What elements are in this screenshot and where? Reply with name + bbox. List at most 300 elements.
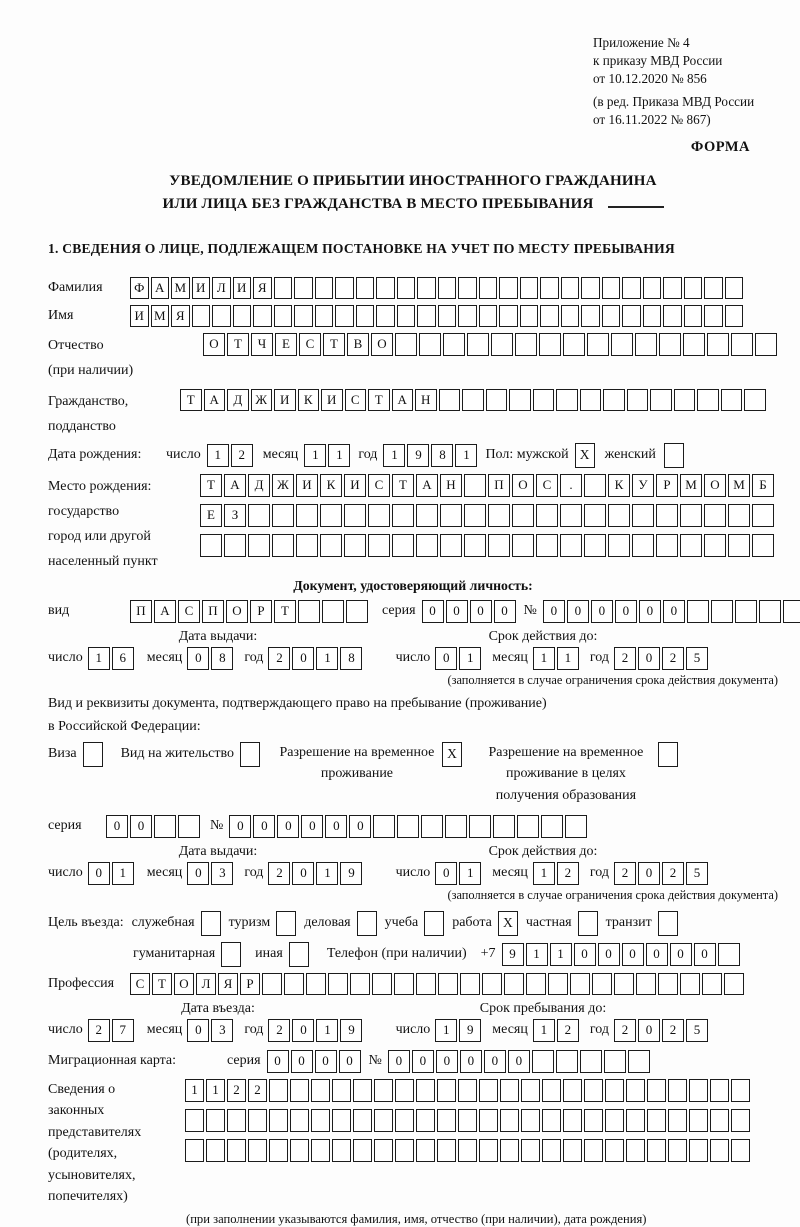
char-box[interactable]: Р — [250, 600, 272, 623]
char-box[interactable]: 9 — [407, 444, 429, 467]
char-box[interactable] — [647, 1109, 666, 1132]
char-box[interactable] — [493, 815, 515, 838]
char-box[interactable] — [311, 1079, 330, 1102]
char-box[interactable] — [272, 534, 294, 557]
char-box[interactable] — [504, 973, 524, 995]
char-box[interactable]: М — [728, 474, 750, 497]
char-box[interactable] — [659, 333, 681, 356]
char-box[interactable] — [212, 305, 231, 327]
char-box[interactable]: К — [298, 389, 320, 411]
char-box[interactable] — [178, 815, 200, 838]
char-box[interactable] — [680, 973, 700, 995]
char-box[interactable]: 0 — [267, 1050, 289, 1073]
char-box[interactable] — [512, 504, 534, 527]
char-box[interactable]: 0 — [435, 647, 457, 670]
char-box[interactable]: Д — [227, 389, 249, 411]
char-box[interactable] — [395, 1139, 414, 1162]
char-box[interactable] — [563, 333, 585, 356]
permit-valid-year-boxes[interactable] — [614, 862, 708, 885]
char-box[interactable] — [458, 1109, 477, 1132]
char-box[interactable] — [697, 389, 719, 411]
char-box[interactable] — [479, 1139, 498, 1162]
char-box[interactable]: 0 — [598, 943, 620, 966]
char-box[interactable] — [636, 973, 656, 995]
profession-boxes[interactable] — [130, 973, 744, 995]
char-box[interactable]: X — [575, 443, 595, 468]
char-box[interactable]: 0 — [349, 815, 371, 838]
char-box[interactable] — [517, 815, 539, 838]
char-box[interactable] — [482, 973, 502, 995]
char-box[interactable] — [656, 534, 678, 557]
char-box[interactable] — [353, 1139, 372, 1162]
char-box[interactable]: Т — [323, 333, 345, 356]
char-box[interactable]: 0 — [446, 600, 468, 623]
char-box[interactable] — [520, 277, 539, 299]
char-box[interactable]: 1 — [328, 444, 350, 467]
char-box[interactable] — [464, 534, 486, 557]
char-box[interactable]: 0 — [615, 600, 637, 623]
representatives-row3[interactable] — [185, 1139, 750, 1162]
char-box[interactable]: 0 — [412, 1050, 434, 1073]
char-box[interactable]: 0 — [484, 1050, 506, 1073]
representatives-row2[interactable] — [185, 1109, 750, 1132]
char-box[interactable] — [224, 534, 246, 557]
char-box[interactable]: 1 — [459, 862, 481, 885]
char-box[interactable]: 1 — [206, 1079, 225, 1102]
doc-issue-day-boxes[interactable] — [88, 647, 134, 670]
char-box[interactable] — [603, 389, 625, 411]
sex-female-checkbox[interactable] — [664, 443, 684, 468]
char-box[interactable]: К — [608, 474, 630, 497]
char-box[interactable] — [298, 600, 320, 623]
char-box[interactable]: 0 — [670, 943, 692, 966]
char-box[interactable] — [458, 1139, 477, 1162]
char-box[interactable]: 0 — [435, 862, 457, 885]
char-box[interactable] — [421, 815, 443, 838]
char-box[interactable]: 0 — [187, 647, 209, 670]
char-box[interactable] — [721, 389, 743, 411]
char-box[interactable] — [622, 305, 641, 327]
char-box[interactable] — [269, 1079, 288, 1102]
char-box[interactable] — [643, 277, 662, 299]
char-box[interactable] — [437, 1139, 456, 1162]
char-box[interactable] — [500, 1139, 519, 1162]
char-box[interactable] — [294, 277, 313, 299]
char-box[interactable]: 0 — [187, 1019, 209, 1042]
char-box[interactable] — [580, 389, 602, 411]
char-box[interactable]: О — [226, 600, 248, 623]
char-box[interactable]: 0 — [460, 1050, 482, 1073]
char-box[interactable] — [515, 333, 537, 356]
char-box[interactable] — [626, 1139, 645, 1162]
char-box[interactable] — [290, 1079, 309, 1102]
char-box[interactable] — [605, 1079, 624, 1102]
char-box[interactable]: 5 — [686, 862, 708, 885]
char-box[interactable] — [702, 973, 722, 995]
char-box[interactable] — [356, 305, 375, 327]
char-box[interactable] — [584, 1079, 603, 1102]
char-box[interactable]: 0 — [325, 815, 347, 838]
char-box[interactable]: 0 — [646, 943, 668, 966]
char-box[interactable] — [668, 1079, 687, 1102]
char-box[interactable] — [704, 277, 723, 299]
char-box[interactable] — [656, 504, 678, 527]
char-box[interactable]: 6 — [112, 647, 134, 670]
char-box[interactable] — [684, 277, 703, 299]
char-box[interactable] — [320, 534, 342, 557]
char-box[interactable]: 2 — [662, 1019, 684, 1042]
char-box[interactable] — [322, 600, 344, 623]
char-box[interactable]: А — [224, 474, 246, 497]
char-box[interactable] — [368, 534, 390, 557]
char-box[interactable]: 0 — [130, 815, 152, 838]
char-box[interactable]: 0 — [339, 1050, 361, 1073]
char-box[interactable] — [395, 333, 417, 356]
char-box[interactable]: Л — [196, 973, 216, 995]
purpose-business-checkbox[interactable] — [357, 911, 377, 936]
char-box[interactable]: И — [344, 474, 366, 497]
char-box[interactable] — [626, 1079, 645, 1102]
birth-place-row1[interactable] — [200, 474, 774, 497]
char-box[interactable] — [206, 1139, 225, 1162]
char-box[interactable] — [417, 277, 436, 299]
char-box[interactable] — [253, 305, 272, 327]
char-box[interactable]: 8 — [340, 647, 362, 670]
char-box[interactable] — [499, 305, 518, 327]
char-box[interactable] — [626, 1109, 645, 1132]
purpose-tourism-checkbox[interactable] — [276, 911, 296, 936]
char-box[interactable]: 0 — [639, 600, 661, 623]
char-box[interactable] — [548, 973, 568, 995]
char-box[interactable]: В — [347, 333, 369, 356]
patronymic-boxes[interactable] — [203, 333, 777, 356]
char-box[interactable]: 1 — [533, 647, 555, 670]
char-box[interactable] — [561, 277, 580, 299]
char-box[interactable] — [276, 911, 296, 936]
char-box[interactable] — [707, 333, 729, 356]
char-box[interactable]: Т — [368, 389, 390, 411]
char-box[interactable] — [500, 1109, 519, 1132]
char-box[interactable]: 3 — [211, 1019, 233, 1042]
char-box[interactable] — [357, 911, 377, 936]
char-box[interactable]: 1 — [316, 647, 338, 670]
char-box[interactable] — [416, 504, 438, 527]
char-box[interactable] — [578, 911, 598, 936]
char-box[interactable] — [628, 1050, 650, 1073]
char-box[interactable] — [464, 474, 486, 497]
purpose-study-checkbox[interactable] — [424, 911, 444, 936]
char-box[interactable]: 0 — [470, 600, 492, 623]
char-box[interactable]: 2 — [614, 862, 636, 885]
char-box[interactable] — [643, 305, 662, 327]
char-box[interactable] — [731, 1109, 750, 1132]
char-box[interactable] — [416, 1079, 435, 1102]
char-box[interactable] — [417, 305, 436, 327]
char-box[interactable] — [269, 1109, 288, 1132]
char-box[interactable] — [284, 973, 304, 995]
char-box[interactable] — [311, 1109, 330, 1132]
char-box[interactable] — [437, 1079, 456, 1102]
char-box[interactable] — [658, 973, 678, 995]
char-box[interactable]: 9 — [340, 1019, 362, 1042]
char-box[interactable]: 0 — [291, 1050, 313, 1073]
char-box[interactable]: 2 — [557, 862, 579, 885]
char-box[interactable] — [397, 815, 419, 838]
migcard-series-boxes[interactable] — [267, 1050, 361, 1073]
char-box[interactable]: К — [320, 474, 342, 497]
char-box[interactable] — [731, 333, 753, 356]
representatives-row1[interactable] — [185, 1079, 750, 1102]
char-box[interactable]: Н — [440, 474, 462, 497]
char-box[interactable] — [248, 1139, 267, 1162]
char-box[interactable]: М — [680, 474, 702, 497]
char-box[interactable] — [584, 474, 606, 497]
char-box[interactable] — [632, 534, 654, 557]
char-box[interactable] — [437, 1109, 456, 1132]
char-box[interactable]: А — [204, 389, 226, 411]
char-box[interactable] — [368, 504, 390, 527]
char-box[interactable] — [664, 443, 684, 468]
char-box[interactable] — [755, 333, 777, 356]
char-box[interactable] — [416, 1109, 435, 1132]
char-box[interactable] — [392, 534, 414, 557]
char-box[interactable]: О — [704, 474, 726, 497]
doc-number-boxes[interactable] — [543, 600, 800, 623]
char-box[interactable] — [240, 742, 260, 767]
char-box[interactable] — [556, 389, 578, 411]
char-box[interactable] — [416, 534, 438, 557]
purpose-official-checkbox[interactable] — [201, 911, 221, 936]
char-box[interactable] — [344, 504, 366, 527]
char-box[interactable] — [424, 911, 444, 936]
char-box[interactable]: 0 — [187, 862, 209, 885]
char-box[interactable] — [227, 1109, 246, 1132]
char-box[interactable] — [306, 973, 326, 995]
char-box[interactable] — [445, 815, 467, 838]
char-box[interactable]: 1 — [435, 1019, 457, 1042]
char-box[interactable] — [724, 973, 744, 995]
char-box[interactable] — [752, 534, 774, 557]
char-box[interactable]: Т — [392, 474, 414, 497]
char-box[interactable] — [704, 504, 726, 527]
char-box[interactable]: 1 — [185, 1079, 204, 1102]
char-box[interactable]: Т — [227, 333, 249, 356]
char-box[interactable]: 0 — [436, 1050, 458, 1073]
char-box[interactable] — [491, 333, 513, 356]
char-box[interactable] — [512, 534, 534, 557]
char-box[interactable] — [438, 305, 457, 327]
char-box[interactable] — [584, 1109, 603, 1132]
char-box[interactable] — [440, 534, 462, 557]
char-box[interactable] — [542, 1079, 561, 1102]
char-box[interactable] — [201, 911, 221, 936]
char-box[interactable] — [479, 305, 498, 327]
char-box[interactable] — [604, 1050, 626, 1073]
char-box[interactable]: О — [371, 333, 393, 356]
char-box[interactable]: 0 — [422, 600, 444, 623]
doc-valid-month-boxes[interactable] — [533, 647, 579, 670]
char-box[interactable]: С — [345, 389, 367, 411]
char-box[interactable] — [725, 277, 744, 299]
char-box[interactable]: 1 — [459, 647, 481, 670]
char-box[interactable] — [395, 1109, 414, 1132]
char-box[interactable] — [262, 973, 282, 995]
char-box[interactable] — [608, 504, 630, 527]
birth-day-boxes[interactable] — [207, 444, 253, 467]
char-box[interactable]: У — [632, 474, 654, 497]
char-box[interactable] — [684, 305, 703, 327]
char-box[interactable] — [674, 389, 696, 411]
char-box[interactable] — [744, 389, 766, 411]
char-box[interactable] — [439, 389, 461, 411]
char-box[interactable] — [584, 534, 606, 557]
char-box[interactable] — [296, 504, 318, 527]
char-box[interactable]: X — [498, 911, 518, 936]
char-box[interactable] — [563, 1139, 582, 1162]
char-box[interactable]: 1 — [304, 444, 326, 467]
char-box[interactable] — [335, 277, 354, 299]
char-box[interactable]: М — [151, 305, 170, 327]
char-box[interactable] — [353, 1079, 372, 1102]
char-box[interactable] — [290, 1109, 309, 1132]
char-box[interactable]: 1 — [557, 647, 579, 670]
char-box[interactable] — [608, 534, 630, 557]
char-box[interactable] — [520, 305, 539, 327]
char-box[interactable] — [509, 389, 531, 411]
char-box[interactable] — [783, 600, 800, 623]
char-box[interactable] — [680, 504, 702, 527]
permit-issue-month-boxes[interactable] — [187, 862, 233, 885]
char-box[interactable] — [581, 305, 600, 327]
char-box[interactable] — [458, 1079, 477, 1102]
char-box[interactable] — [419, 333, 441, 356]
char-box[interactable]: 0 — [292, 1019, 314, 1042]
char-box[interactable] — [627, 389, 649, 411]
char-box[interactable]: П — [488, 474, 510, 497]
char-box[interactable] — [469, 815, 491, 838]
char-box[interactable] — [602, 277, 621, 299]
char-box[interactable]: 2 — [614, 1019, 636, 1042]
char-box[interactable] — [315, 305, 334, 327]
doc-valid-day-boxes[interactable] — [435, 647, 481, 670]
doc-issue-month-boxes[interactable] — [187, 647, 233, 670]
char-box[interactable] — [500, 1079, 519, 1102]
char-box[interactable] — [668, 1139, 687, 1162]
char-box[interactable] — [539, 333, 561, 356]
char-box[interactable]: 0 — [638, 647, 660, 670]
char-box[interactable]: . — [560, 474, 582, 497]
char-box[interactable] — [227, 1139, 246, 1162]
char-box[interactable]: 0 — [88, 862, 110, 885]
char-box[interactable] — [611, 333, 633, 356]
char-box[interactable] — [584, 1139, 603, 1162]
char-box[interactable]: 0 — [301, 815, 323, 838]
char-box[interactable] — [542, 1139, 561, 1162]
char-box[interactable] — [353, 1109, 372, 1132]
char-box[interactable] — [650, 389, 672, 411]
char-box[interactable]: 2 — [268, 1019, 290, 1042]
char-box[interactable] — [536, 504, 558, 527]
char-box[interactable] — [374, 1079, 393, 1102]
char-box[interactable]: Р — [656, 474, 678, 497]
char-box[interactable]: Я — [171, 305, 190, 327]
char-box[interactable]: Р — [240, 973, 260, 995]
char-box[interactable] — [346, 600, 368, 623]
char-box[interactable] — [663, 305, 682, 327]
char-box[interactable] — [718, 943, 740, 966]
char-box[interactable]: 0 — [567, 600, 589, 623]
char-box[interactable]: 1 — [455, 444, 477, 467]
char-box[interactable] — [248, 504, 270, 527]
char-box[interactable]: 0 — [253, 815, 275, 838]
char-box[interactable] — [464, 504, 486, 527]
char-box[interactable] — [499, 277, 518, 299]
char-box[interactable] — [561, 305, 580, 327]
char-box[interactable]: М — [171, 277, 190, 299]
char-box[interactable] — [731, 1079, 750, 1102]
char-box[interactable] — [335, 305, 354, 327]
char-box[interactable]: Ж — [251, 389, 273, 411]
char-box[interactable]: Т — [200, 474, 222, 497]
char-box[interactable] — [725, 305, 744, 327]
char-box[interactable] — [233, 305, 252, 327]
char-box[interactable]: 2 — [88, 1019, 110, 1042]
char-box[interactable]: 9 — [502, 943, 524, 966]
char-box[interactable]: Ж — [272, 474, 294, 497]
char-box[interactable]: 0 — [622, 943, 644, 966]
char-box[interactable] — [658, 742, 678, 767]
char-box[interactable]: А — [392, 389, 414, 411]
purpose-humanitarian-checkbox[interactable] — [221, 942, 241, 967]
char-box[interactable] — [373, 815, 395, 838]
char-box[interactable]: 2 — [557, 1019, 579, 1042]
char-box[interactable]: О — [512, 474, 534, 497]
char-box[interactable] — [248, 1109, 267, 1132]
char-box[interactable] — [689, 1079, 708, 1102]
char-box[interactable] — [488, 504, 510, 527]
char-box[interactable]: С — [178, 600, 200, 623]
char-box[interactable] — [632, 504, 654, 527]
temp-permit-checkbox[interactable] — [442, 742, 462, 767]
char-box[interactable] — [397, 305, 416, 327]
purpose-transit-checkbox[interactable] — [658, 911, 678, 936]
char-box[interactable] — [689, 1139, 708, 1162]
char-box[interactable] — [735, 600, 757, 623]
char-box[interactable] — [154, 815, 176, 838]
char-box[interactable] — [395, 1079, 414, 1102]
char-box[interactable] — [272, 504, 294, 527]
char-box[interactable] — [332, 1109, 351, 1132]
char-box[interactable]: 1 — [550, 943, 572, 966]
given-name-boxes[interactable] — [130, 305, 743, 327]
char-box[interactable]: Ф — [130, 277, 149, 299]
char-box[interactable] — [185, 1109, 204, 1132]
char-box[interactable]: Т — [274, 600, 296, 623]
char-box[interactable]: 1 — [88, 647, 110, 670]
char-box[interactable] — [248, 534, 270, 557]
surname-boxes[interactable] — [130, 277, 743, 299]
char-box[interactable] — [440, 504, 462, 527]
char-box[interactable]: 1 — [383, 444, 405, 467]
char-box[interactable] — [344, 534, 366, 557]
char-box[interactable] — [392, 504, 414, 527]
char-box[interactable] — [592, 973, 612, 995]
char-box[interactable]: 0 — [106, 815, 128, 838]
char-box[interactable]: 0 — [388, 1050, 410, 1073]
char-box[interactable]: 2 — [662, 647, 684, 670]
char-box[interactable] — [438, 973, 458, 995]
char-box[interactable] — [540, 277, 559, 299]
